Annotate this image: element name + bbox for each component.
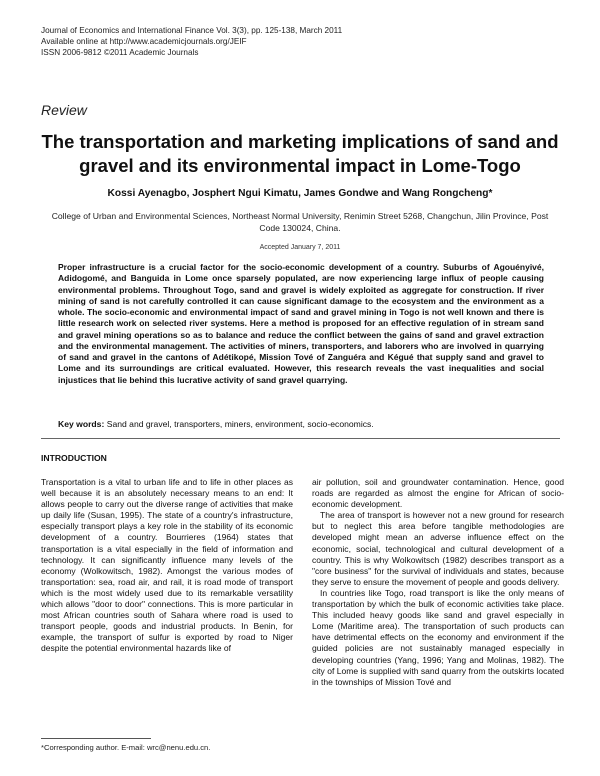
keywords-label: Key words: — [58, 419, 105, 429]
footnote: *Corresponding author. E-mail: wrc@nenu.edu.cn. — [41, 743, 211, 752]
keywords-text: Sand and gravel, transporters, miners, environment, socio-economics. — [104, 419, 374, 429]
keywords — [58, 419, 544, 429]
body-paragraph: air pollution, soil and groundwater contamination. Hence, good roads are regarded as almost the engine for African of socio-economic development. — [312, 477, 564, 510]
body-paragraph: In countries like Togo, road transport is like the only means of transportation by which the bulk of economic activities take place. This included heavy goods like sand and gravel especially in Lome (Maritime area). The transportation of such products can have detrimental effects on the economy and environment if the guided policies are not sustainably managed especially in developing countries (Yang, 1996; Yang and Molinas, 1982). The city of Lome is supplied with sand quarry from the outskirts located in the townships of Mission Tové and — [312, 587, 564, 687]
accepted-date: Accepted January 7, 2011 — [259, 244, 341, 251]
footnote-divider — [41, 738, 151, 739]
journal-url: Available online at http://www.academicjournals.org/JEIF — [41, 37, 247, 46]
journal-issn: ISSN 2006-9812 ©2011 Academic Journals — [41, 48, 199, 57]
abstract: Proper infrastructure is a crucial factor for the socio-economic development of a country. Suburbs of Agouényivé, Adidogomé, and Banguida in Lome once sparsely populated, are now experiencing large influx of people causing environmental problems. Throughout Togo, sand and gravel is widely exploited as aggregate for construction. If river mining of sand is not carefully controlled it can cause significant damage to the ecosystem and the environment as a whole. The socio-economic and environmental impact of sand and gravel mining in Togo is not well known and there is little research work on selected river systems. Here a method is proposed for an effective regulation of in stream sand and gravel mining operations so as to balance and reduce the conflict between the gains of sand and gravel extraction and the environmental management. The activities of miners, transporters, and laborers who are involved in quarrying of sand and gravel in the cantons of Adétikopé, Mission Tové of Zanguéra and Kégué that supply sand and gravel to Lome and its surroundings are critical evaluated. However, this research reveals the vast inequalities and social injustices that lie behind this lucrative activity of sand gravel quarrying. — [58, 262, 544, 385]
journal-citation: Journal of Economics and International Finance Vol. 3(3), pp. 125-138, March 2011 — [41, 26, 343, 35]
body-paragraph: Transportation is a vital to urban life and to life in other places as well because it is an absolutely necessary means to an end: It allows people to carry out the diverse range of activities that make up daily life (Susan, 1995). The state of a country's infrastructure, especially transport plays a key role in the stability of its economic development of a country. Bourrieres (1964) states that transportation is a vital especially in the field of information and technology. It can significantly influence many levels of the economy (Wolkowitsch, 1982). Amongst the various modes of transportation: sea, road air, and rail, it is road mode of transport which is the most widely used due to its remarkable versatility which allows "door to door" connections. This is more particular in most African countries south of Sahara where road is used to transport people, goods and industrial products. In Benin, for example, the transport of sulfur is exported by road to Niger despite the potential environmental hazards like of — [41, 477, 293, 654]
section-divider — [41, 438, 560, 439]
section-label: Review — [41, 102, 87, 118]
paper-title: The transportation and marketing implications of sand and gravel and its environmental impact in Lome-Togo — [41, 131, 559, 176]
affiliation: College of Urban and Environmental Sciences, Northeast Normal University, Renimin Street 5268, Changchun, Jilin Province, Post Code 130024, China. — [51, 211, 549, 233]
author-list: Kossi Ayenagbo, Josphert Ngui Kimatu, James Gondwe and Wang Rongcheng* — [107, 188, 493, 199]
body-column-left — [41, 477, 293, 655]
intro-heading: INTRODUCTION — [41, 453, 107, 463]
body-column-right — [312, 477, 564, 688]
journal-header — [41, 25, 342, 58]
body-paragraph: The area of transport is however not a new ground for research but to neglect this area before tangible methodologies are developed might mean an adverse influence effect on the economic, social, technological and cultural development of a country. This is why Wolkowitsch (1982) describes transport as a "core business" for the survival of individuals and states, because they serve to ensure the movement of people and goods delivery. — [312, 510, 564, 587]
